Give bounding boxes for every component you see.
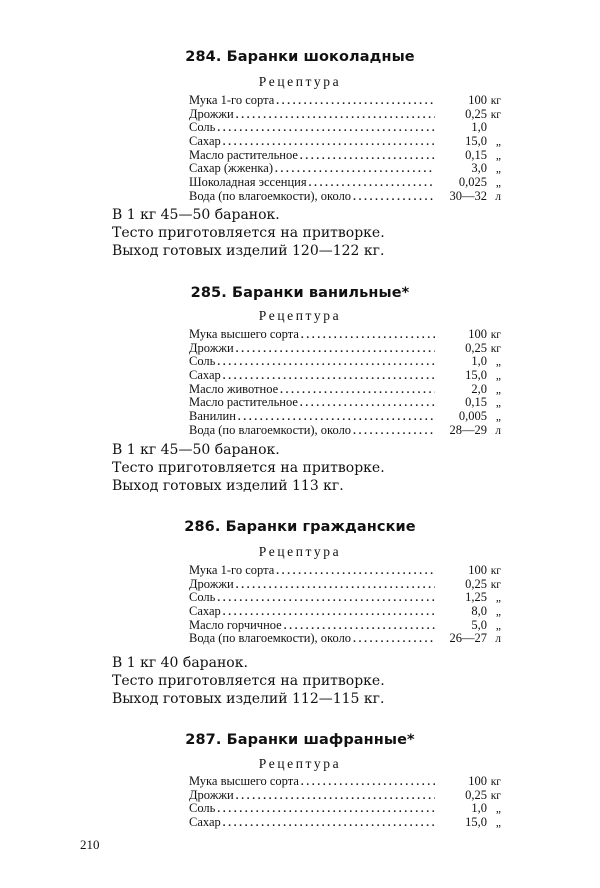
ingredient-row xyxy=(189,396,501,410)
ingredient-amount: 28—29 xyxy=(449,422,487,437)
recipe-subheading: Рецептура xyxy=(258,308,342,323)
ingredient-row xyxy=(189,149,501,163)
ingredient-row xyxy=(189,190,501,204)
ingredient-name: Мука высшего сорта xyxy=(189,774,299,788)
recipe-subheading: Рецептура xyxy=(258,756,342,771)
ingredient-name: Сахар xyxy=(189,604,221,619)
ingredient-row xyxy=(189,162,501,176)
recipe-title: 286. Баранки гражданские xyxy=(184,519,416,535)
ingredient-amount: 2,0 xyxy=(471,381,487,396)
ingredient-amount: 100 xyxy=(468,563,487,577)
ingredient-unit: кг xyxy=(490,95,501,107)
ingredient-unit: „ xyxy=(495,606,501,619)
ingredient-amount: 5,0 xyxy=(471,617,487,632)
ingredient-unit: „ xyxy=(495,370,501,383)
ingredient-row xyxy=(189,342,501,356)
recipe-subheading: Рецептура xyxy=(258,74,342,89)
leader-dots xyxy=(215,803,435,817)
ingredient-unit: „ xyxy=(495,397,501,410)
ingredient-amount: 0,025 xyxy=(458,175,487,190)
recipe-notes xyxy=(112,441,552,495)
ingredient-name: Шоколадная эссенция xyxy=(189,175,307,190)
ingredient-row xyxy=(189,632,501,646)
ingredient-row xyxy=(189,578,501,592)
ingredient-amount: 1,0 xyxy=(471,120,487,135)
recipe-table xyxy=(189,564,501,646)
ingredient-name: Дрожжи xyxy=(189,340,234,355)
ingredient-unit: „ xyxy=(495,149,501,162)
ingredient-name: Вода (по влагоемкости), около xyxy=(189,188,352,203)
leader-dots xyxy=(298,397,435,411)
ingredient-amount: 100 xyxy=(468,93,487,107)
recipe-subheading: Рецептура xyxy=(258,544,342,559)
leader-dots xyxy=(215,356,435,370)
leader-dots xyxy=(351,425,435,439)
ingredient-name: Соль xyxy=(189,354,216,369)
leader-dots xyxy=(221,817,435,831)
ingredient-row xyxy=(189,383,501,397)
ingredient-row xyxy=(189,135,501,149)
ingredient-row xyxy=(189,176,501,190)
note-line: Выход готовых изделий 120—122 кг. xyxy=(112,243,385,259)
ingredient-amount: 0,15 xyxy=(465,395,487,410)
ingredient-row xyxy=(189,108,501,122)
ingredient-amount: 100 xyxy=(468,327,487,341)
ingredient-unit: „ xyxy=(495,411,501,424)
ingredient-unit: „ xyxy=(495,803,501,816)
note-line: В 1 кг 45—50 баранок. xyxy=(112,207,280,223)
ingredient-unit: кг xyxy=(490,108,501,121)
ingredient-row xyxy=(189,121,501,135)
ingredient-amount: 8,0 xyxy=(471,604,487,619)
ingredient-row xyxy=(189,619,501,633)
recipe-table xyxy=(189,94,501,204)
ingredient-amount: 15,0 xyxy=(465,368,487,383)
ingredient-unit: „ xyxy=(495,817,501,830)
note-line: Выход готовых изделий 112—115 кг. xyxy=(112,691,385,707)
ingredient-amount: 0,15 xyxy=(465,147,487,162)
ingredient-name: Дрожжи xyxy=(189,787,234,802)
recipe-table xyxy=(189,328,501,438)
ingredient-amount: 15,0 xyxy=(465,134,487,149)
ingredient-amount: 0,25 xyxy=(465,787,487,802)
note-line: Тесто приготовляется на притворке. xyxy=(112,673,385,689)
leader-dots xyxy=(351,191,435,205)
ingredient-unit: кг xyxy=(490,329,501,341)
ingredient-name: Дрожжи xyxy=(189,106,234,121)
ingredient-row xyxy=(189,328,501,342)
ingredient-unit: кг xyxy=(490,342,501,355)
ingredient-amount: 1,0 xyxy=(471,801,487,816)
ingredient-name: Сахар xyxy=(189,815,221,830)
ingredient-unit: л xyxy=(495,633,501,646)
ingredient-row xyxy=(189,564,501,578)
ingredient-unit: кг xyxy=(490,789,501,802)
leader-dots xyxy=(278,384,435,398)
recipe-notes xyxy=(112,206,552,260)
leader-dots xyxy=(351,633,435,647)
ingredient-amount: 0,005 xyxy=(458,409,487,424)
ingredient-unit: кг xyxy=(490,565,501,577)
recipe-notes xyxy=(112,654,552,708)
ingredient-name: Вода (по влагоемкости), около xyxy=(189,631,352,646)
leader-dots xyxy=(234,790,435,804)
ingredient-row xyxy=(189,775,501,789)
ingredient-row xyxy=(189,591,501,605)
ingredient-row xyxy=(189,355,501,369)
recipe-title: 284. Баранки шоколадные xyxy=(185,49,415,65)
leader-dots xyxy=(274,95,435,109)
ingredient-name: Масло животное xyxy=(189,381,279,396)
leader-dots xyxy=(234,579,435,593)
ingredient-name: Масло растительное xyxy=(189,147,298,162)
ingredient-row xyxy=(189,424,501,438)
note-line: В 1 кг 40 баранок. xyxy=(112,655,248,671)
ingredient-name: Дрожжи xyxy=(189,576,234,591)
ingredient-name: Соль xyxy=(189,120,216,135)
ingredient-name: Соль xyxy=(189,590,216,605)
ingredient-unit: л xyxy=(495,424,501,437)
leader-dots xyxy=(298,150,435,164)
ingredient-name: Ванилин xyxy=(189,409,236,424)
page-number: 210 xyxy=(80,837,100,852)
ingredient-unit: л xyxy=(495,190,501,203)
ingredient-name: Масло горчичное xyxy=(189,617,282,632)
recipe-title: 285. Баранки ванильные* xyxy=(190,285,410,301)
ingredient-amount: 0,25 xyxy=(465,576,487,591)
ingredient-name: Вода (по влагоемкости), около xyxy=(189,422,352,437)
recipe-title: 287. Баранки шафранные* xyxy=(185,732,415,748)
ingredient-amount: 30—32 xyxy=(449,188,487,203)
ingredient-unit: „ xyxy=(495,136,501,149)
ingredient-unit: „ xyxy=(495,163,501,176)
ingredient-amount: 100 xyxy=(468,774,487,788)
ingredient-amount: 1,25 xyxy=(465,590,487,605)
ingredient-amount: 26—27 xyxy=(449,631,487,646)
ingredient-unit: „ xyxy=(495,356,501,369)
ingredient-name: Соль xyxy=(189,801,216,816)
ingredient-amount: 0,25 xyxy=(465,340,487,355)
ingredient-row xyxy=(189,369,501,383)
note-line: Выход готовых изделий 113 кг. xyxy=(112,478,344,494)
note-line: Тесто приготовляется на притворке. xyxy=(112,225,385,241)
ingredient-amount: 0,25 xyxy=(465,106,487,121)
ingredient-unit: кг xyxy=(490,578,501,591)
leader-dots xyxy=(234,109,435,123)
ingredient-unit: „ xyxy=(495,383,501,396)
ingredient-name: Сахар xyxy=(189,134,221,149)
ingredient-unit: кг xyxy=(490,776,501,788)
ingredient-row xyxy=(189,816,501,830)
ingredient-name: Масло растительное xyxy=(189,395,298,410)
leader-dots xyxy=(299,776,435,790)
leader-dots xyxy=(215,592,435,606)
ingredient-amount: 3,0 xyxy=(471,161,487,176)
ingredient-amount: 15,0 xyxy=(465,815,487,830)
leader-dots xyxy=(274,565,435,579)
note-line: В 1 кг 45—50 баранок. xyxy=(112,442,280,458)
ingredient-amount: 1,0 xyxy=(471,354,487,369)
note-line: Тесто приготовляется на притворке. xyxy=(112,460,385,476)
leader-dots xyxy=(299,329,435,343)
ingredient-unit: „ xyxy=(495,619,501,632)
leader-dots xyxy=(234,343,435,357)
recipe-table xyxy=(189,775,501,830)
ingredient-name: Мука высшего сорта xyxy=(189,327,299,341)
ingredient-row xyxy=(189,410,501,424)
ingredient-name: Сахар xyxy=(189,368,221,383)
ingredient-row xyxy=(189,802,501,816)
ingredient-unit: „ xyxy=(495,592,501,605)
ingredient-name: Мука 1-го сорта xyxy=(189,563,275,577)
ingredient-name: Сахар (жженка) xyxy=(189,161,273,176)
ingredient-row xyxy=(189,605,501,619)
ingredient-row xyxy=(189,789,501,803)
ingredient-name: Мука 1-го сорта xyxy=(189,93,275,107)
ingredient-unit: „ xyxy=(495,177,501,190)
ingredient-row xyxy=(189,94,501,108)
leader-dots xyxy=(215,122,435,136)
